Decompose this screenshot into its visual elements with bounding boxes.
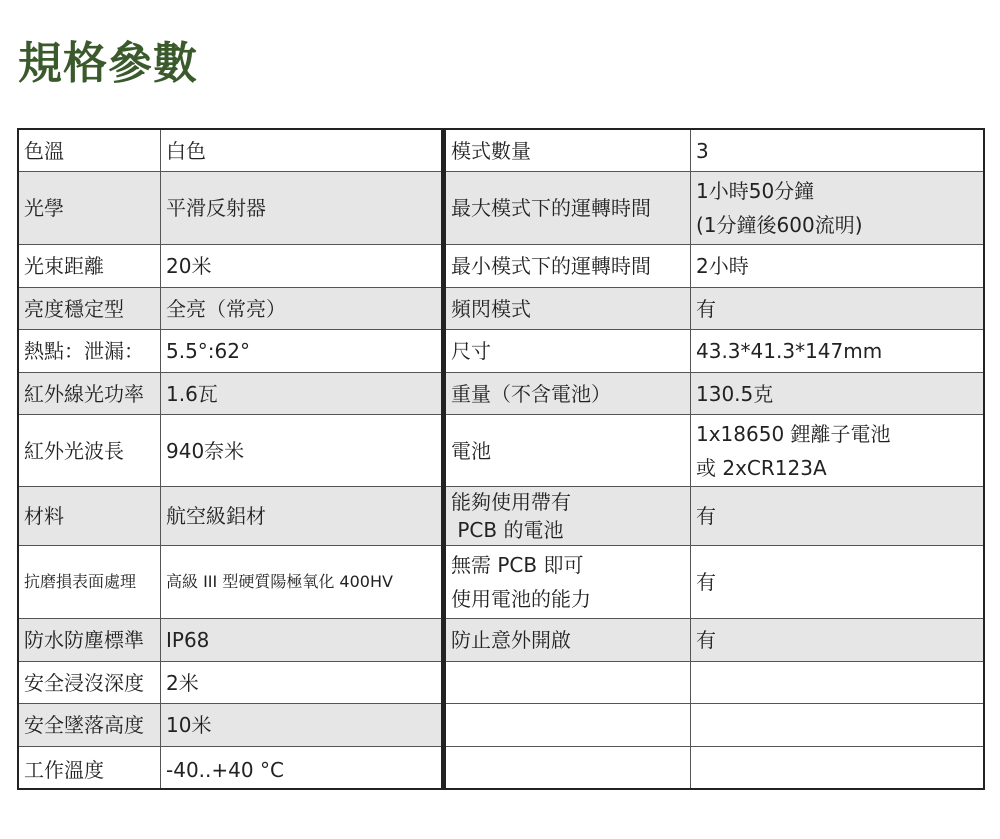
spec-label-line: PCB 的電池 <box>451 518 564 542</box>
spec-value <box>691 415 983 486</box>
spec-label: 色溫 <box>19 130 161 171</box>
spec-value: 2小時 <box>696 254 749 278</box>
table-row <box>446 288 983 330</box>
table-row <box>446 245 983 288</box>
spec-value: 白色 <box>166 138 206 163</box>
spec-value: 20米 <box>166 254 212 278</box>
spec-value: 3 <box>696 138 709 163</box>
spec-value: 940奈米 <box>166 438 245 463</box>
table-row <box>19 546 441 619</box>
spec-value: 130.5克 <box>696 381 774 406</box>
spec-value: 平滑反射器 <box>166 196 266 220</box>
spec-label: 最小模式下的運轉時間 <box>446 245 691 287</box>
spec-label: 材料 <box>19 487 161 545</box>
spec-table-left <box>17 128 443 790</box>
spec-label <box>446 487 691 545</box>
spec-label: 重量（不含電池） <box>446 373 691 414</box>
table-row <box>19 245 441 288</box>
spec-table-right <box>443 128 985 790</box>
spec-label: 頻閃模式 <box>446 288 691 329</box>
spec-label: 亮度穩定型 <box>19 288 161 329</box>
spec-value-line: 1小時50分鐘 <box>696 179 815 203</box>
table-row <box>446 373 983 415</box>
spec-value: IP68 <box>166 628 210 652</box>
empty-cell <box>691 747 983 790</box>
spec-label-line: 能夠使用帶有 <box>451 490 571 514</box>
spec-value: 有 <box>696 570 716 594</box>
table-row <box>19 415 441 487</box>
spec-label: 模式數量 <box>446 130 691 171</box>
spec-label: 防止意外開啟 <box>446 619 691 661</box>
table-row <box>446 330 983 373</box>
spec-label: 紅外線光功率 <box>19 373 161 414</box>
table-row <box>19 373 441 415</box>
table-row <box>19 704 441 747</box>
page-title: 規格參數 <box>18 38 198 89</box>
spec-label-line: 無需 PCB 即可 <box>451 553 584 577</box>
spec-value: 10米 <box>166 713 212 737</box>
table-row-empty <box>446 747 983 790</box>
empty-cell <box>446 662 691 703</box>
spec-value: 高級 III 型硬質陽極氧化 400HV <box>166 572 393 591</box>
spec-label-line: 使用電池的能力 <box>451 587 591 611</box>
spec-value <box>691 172 983 244</box>
spec-value: -40..+40 °C <box>166 757 284 782</box>
table-row <box>19 619 441 662</box>
spec-value: 1.6瓦 <box>166 381 218 406</box>
spec-label: 光學 <box>19 172 161 244</box>
table-row <box>446 172 983 245</box>
spec-value: 43.3*41.3*147mm <box>696 339 883 363</box>
table-row <box>19 487 441 546</box>
spec-value: 5.5°:62° <box>166 339 250 363</box>
table-row <box>19 747 441 790</box>
spec-label: 抗磨損表面處理 <box>19 546 161 618</box>
table-row <box>446 546 983 619</box>
spec-label: 電池 <box>446 415 691 486</box>
spec-value-line: 或 2xCR123A <box>696 455 827 480</box>
table-row-empty <box>446 704 983 747</box>
spec-value: 有 <box>696 628 716 652</box>
spec-label: 光束距離 <box>19 245 161 287</box>
empty-cell <box>446 704 691 746</box>
table-row <box>446 619 983 662</box>
spec-label: 尺寸 <box>446 330 691 372</box>
spec-value-line: (1分鐘後600流明) <box>696 213 863 237</box>
spec-label: 最大模式下的運轉時間 <box>446 172 691 244</box>
table-row <box>446 487 983 546</box>
table-row <box>19 330 441 373</box>
table-row-empty <box>446 662 983 704</box>
spec-label: 安全浸沒深度 <box>19 662 161 703</box>
spec-value: 有 <box>696 296 716 321</box>
spec-value: 2米 <box>166 670 199 695</box>
spec-value: 全亮（常亮） <box>166 296 286 321</box>
spec-label: 安全墜落高度 <box>19 704 161 746</box>
table-row <box>446 130 983 172</box>
spec-value-line: 1x18650 鋰離子電池 <box>696 421 891 446</box>
spec-label <box>446 546 691 618</box>
table-row <box>19 130 441 172</box>
table-row <box>19 172 441 245</box>
spec-label: 工作溫度 <box>19 747 161 790</box>
spec-value: 有 <box>696 504 716 528</box>
spec-value: 航空級鋁材 <box>166 504 266 528</box>
spec-label: 熱點：泄漏： <box>19 330 161 372</box>
spec-label: 紅外光波長 <box>19 415 161 486</box>
table-row <box>19 288 441 330</box>
empty-cell <box>691 704 983 746</box>
table-row <box>446 415 983 487</box>
spec-label: 防水防塵標準 <box>19 619 161 661</box>
table-row <box>19 662 441 704</box>
empty-cell <box>691 662 983 703</box>
empty-cell <box>446 747 691 790</box>
